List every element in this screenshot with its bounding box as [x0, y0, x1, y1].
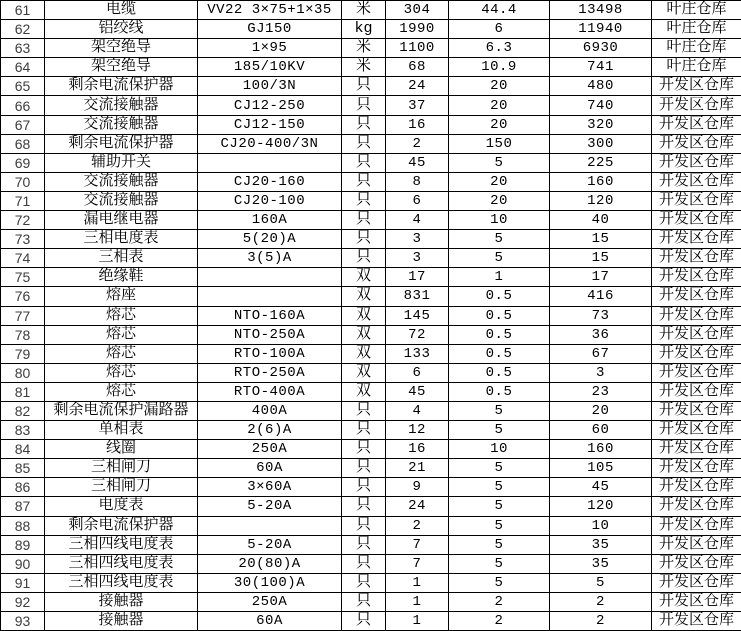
item-name-cell[interactable]: 接触器 — [45, 592, 198, 611]
quantity-cell[interactable]: 16 — [386, 115, 449, 134]
amount-cell[interactable]: 36 — [550, 325, 652, 344]
unit-price-cell[interactable]: 5 — [449, 421, 550, 440]
spec-cell[interactable]: 100/3N — [198, 77, 342, 96]
item-name-cell[interactable]: 三相四线电度表 — [45, 554, 198, 573]
table-row — [1, 211, 741, 230]
unit-price-cell[interactable]: 1 — [449, 268, 550, 287]
row-number-cell[interactable]: 86 — [1, 478, 45, 497]
table-row — [1, 115, 741, 134]
quantity-cell[interactable]: 12 — [386, 421, 449, 440]
row-number-cell[interactable]: 76 — [1, 287, 45, 306]
unit-cell[interactable]: 双 — [342, 268, 386, 287]
quantity-cell[interactable]: 17 — [386, 268, 449, 287]
spec-cell[interactable]: 5-20A — [198, 497, 342, 516]
item-name-cell[interactable]: 交流接触器 — [45, 115, 198, 134]
amount-cell[interactable]: 23 — [550, 382, 652, 401]
warehouse-cell[interactable]: 开发区仓库 — [652, 497, 741, 516]
amount-cell[interactable]: 300 — [550, 134, 652, 153]
unit-cell[interactable]: 只 — [342, 573, 386, 592]
warehouse-cell[interactable]: 开发区仓库 — [652, 478, 741, 497]
unit-price-cell[interactable]: 5 — [449, 554, 550, 573]
warehouse-cell[interactable]: 开发区仓库 — [652, 554, 741, 573]
spec-cell[interactable] — [198, 516, 342, 535]
item-name-cell[interactable]: 熔芯 — [45, 344, 198, 363]
unit-price-cell[interactable]: 6 — [449, 20, 550, 39]
unit-cell[interactable]: 只 — [342, 249, 386, 268]
table-row — [1, 153, 741, 172]
unit-price-cell[interactable]: 10 — [449, 440, 550, 459]
table-row — [1, 554, 741, 573]
quantity-cell[interactable]: 831 — [386, 287, 449, 306]
item-name-cell[interactable]: 铝绞线 — [45, 20, 198, 39]
unit-cell[interactable]: 米 — [342, 39, 386, 58]
item-name-cell[interactable]: 剩余电流保护器 — [45, 516, 198, 535]
row-number-cell[interactable]: 84 — [1, 440, 45, 459]
row-number-cell[interactable]: 66 — [1, 96, 45, 115]
item-name-cell[interactable]: 接触器 — [45, 612, 198, 631]
item-name-cell[interactable]: 熔芯 — [45, 306, 198, 325]
quantity-cell[interactable]: 1 — [386, 592, 449, 611]
row-number-cell[interactable]: 87 — [1, 497, 45, 516]
table-row — [1, 497, 741, 516]
amount-cell[interactable]: 60 — [550, 421, 652, 440]
quantity-cell[interactable]: 24 — [386, 77, 449, 96]
warehouse-cell[interactable]: 开发区仓库 — [652, 191, 741, 210]
unit-price-cell[interactable]: 5 — [449, 153, 550, 172]
quantity-cell[interactable]: 4 — [386, 211, 449, 230]
row-number-cell[interactable]: 92 — [1, 592, 45, 611]
spec-cell[interactable]: CJ12-150 — [198, 115, 342, 134]
spec-cell[interactable]: NTO-250A — [198, 325, 342, 344]
unit-cell[interactable]: 双 — [342, 363, 386, 382]
item-name-cell[interactable]: 架空绝导 — [45, 58, 198, 77]
spec-cell[interactable]: 185/10KV — [198, 58, 342, 77]
amount-cell[interactable]: 6930 — [550, 39, 652, 58]
spec-cell[interactable]: 20(80)A — [198, 554, 342, 573]
unit-price-cell[interactable]: 5 — [449, 478, 550, 497]
unit-cell[interactable]: 只 — [342, 77, 386, 96]
amount-cell[interactable]: 225 — [550, 153, 652, 172]
unit-cell[interactable]: 双 — [342, 287, 386, 306]
unit-price-cell[interactable]: 44.4 — [449, 1, 550, 20]
amount-cell[interactable]: 741 — [550, 58, 652, 77]
quantity-cell[interactable]: 1100 — [386, 39, 449, 58]
row-number-cell[interactable]: 65 — [1, 77, 45, 96]
warehouse-cell[interactable]: 开发区仓库 — [652, 268, 741, 287]
amount-cell[interactable]: 160 — [550, 440, 652, 459]
spec-cell[interactable]: 60A — [198, 612, 342, 631]
spec-cell[interactable]: NTO-160A — [198, 306, 342, 325]
amount-cell[interactable]: 120 — [550, 497, 652, 516]
unit-price-cell[interactable]: 20 — [449, 77, 550, 96]
spec-cell[interactable] — [198, 268, 342, 287]
table-row — [1, 134, 741, 153]
warehouse-cell[interactable]: 开发区仓库 — [652, 363, 741, 382]
warehouse-cell[interactable]: 叶庄仓库 — [652, 58, 741, 77]
inventory-table-body — [1, 1, 741, 631]
item-name-cell[interactable]: 三相电度表 — [45, 230, 198, 249]
unit-price-cell[interactable]: 2 — [449, 592, 550, 611]
warehouse-cell[interactable]: 开发区仓库 — [652, 535, 741, 554]
row-number-cell[interactable]: 93 — [1, 612, 45, 631]
warehouse-cell[interactable]: 开发区仓库 — [652, 230, 741, 249]
table-row — [1, 478, 741, 497]
table-row — [1, 592, 741, 611]
spec-cell[interactable]: 160A — [198, 211, 342, 230]
unit-price-cell[interactable]: 5 — [449, 401, 550, 420]
item-name-cell[interactable]: 剩余电流保护器 — [45, 77, 198, 96]
quantity-cell[interactable]: 7 — [386, 535, 449, 554]
unit-cell[interactable]: 只 — [342, 134, 386, 153]
warehouse-cell[interactable]: 开发区仓库 — [652, 287, 741, 306]
unit-price-cell[interactable]: 20 — [449, 191, 550, 210]
spec-cell[interactable]: 250A — [198, 440, 342, 459]
row-number-cell[interactable]: 64 — [1, 58, 45, 77]
quantity-cell[interactable]: 24 — [386, 497, 449, 516]
unit-price-cell[interactable]: 0.5 — [449, 306, 550, 325]
table-row — [1, 20, 741, 39]
row-number-cell[interactable]: 77 — [1, 306, 45, 325]
spec-cell[interactable]: 60A — [198, 459, 342, 478]
table-row — [1, 172, 741, 191]
amount-cell[interactable]: 17 — [550, 268, 652, 287]
unit-cell[interactable]: 只 — [342, 592, 386, 611]
unit-price-cell[interactable]: 5 — [449, 230, 550, 249]
unit-price-cell[interactable]: 5 — [449, 535, 550, 554]
row-number-cell[interactable]: 79 — [1, 344, 45, 363]
unit-cell[interactable]: 只 — [342, 172, 386, 191]
warehouse-cell[interactable]: 开发区仓库 — [652, 249, 741, 268]
unit-price-cell[interactable]: 10.9 — [449, 58, 550, 77]
unit-cell[interactable]: 只 — [342, 516, 386, 535]
row-number-cell[interactable]: 73 — [1, 230, 45, 249]
warehouse-cell[interactable]: 开发区仓库 — [652, 612, 741, 631]
warehouse-cell[interactable]: 开发区仓库 — [652, 459, 741, 478]
item-name-cell[interactable]: 电缆 — [45, 1, 198, 20]
warehouse-cell[interactable]: 开发区仓库 — [652, 134, 741, 153]
unit-price-cell[interactable]: 20 — [449, 115, 550, 134]
quantity-cell[interactable]: 3 — [386, 249, 449, 268]
spec-cell[interactable]: GJ150 — [198, 20, 342, 39]
amount-cell[interactable]: 15 — [550, 249, 652, 268]
unit-cell[interactable]: 只 — [342, 459, 386, 478]
table-row — [1, 516, 741, 535]
warehouse-cell[interactable]: 开发区仓库 — [652, 153, 741, 172]
spec-cell[interactable]: CJ20-100 — [198, 191, 342, 210]
warehouse-cell[interactable]: 开发区仓库 — [652, 516, 741, 535]
row-number-cell[interactable]: 72 — [1, 211, 45, 230]
table-row — [1, 1, 741, 20]
warehouse-cell[interactable]: 开发区仓库 — [652, 592, 741, 611]
item-name-cell[interactable]: 交流接触器 — [45, 172, 198, 191]
spec-cell[interactable]: RTO-250A — [198, 363, 342, 382]
amount-cell[interactable]: 45 — [550, 478, 652, 497]
table-row — [1, 306, 741, 325]
item-name-cell[interactable]: 剩余电流保护漏路器 — [45, 401, 198, 420]
unit-price-cell[interactable]: 5 — [449, 459, 550, 478]
unit-cell[interactable]: 只 — [342, 191, 386, 210]
table-row — [1, 459, 741, 478]
quantity-cell[interactable]: 45 — [386, 382, 449, 401]
amount-cell[interactable]: 20 — [550, 401, 652, 420]
quantity-cell[interactable]: 37 — [386, 96, 449, 115]
spec-cell[interactable]: VV22 3×75+1×35 — [198, 1, 342, 20]
table-row — [1, 249, 741, 268]
spec-cell[interactable]: RTO-100A — [198, 344, 342, 363]
item-name-cell[interactable]: 交流接触器 — [45, 191, 198, 210]
quantity-cell[interactable]: 72 — [386, 325, 449, 344]
spec-cell[interactable]: 1×95 — [198, 39, 342, 58]
unit-price-cell[interactable]: 0.5 — [449, 287, 550, 306]
table-row — [1, 363, 741, 382]
table-row — [1, 382, 741, 401]
warehouse-cell[interactable]: 开发区仓库 — [652, 306, 741, 325]
row-number-cell[interactable]: 75 — [1, 268, 45, 287]
row-number-cell[interactable]: 78 — [1, 325, 45, 344]
item-name-cell[interactable]: 熔座 — [45, 287, 198, 306]
unit-cell[interactable]: 双 — [342, 306, 386, 325]
amount-cell[interactable]: 480 — [550, 77, 652, 96]
amount-cell[interactable]: 416 — [550, 287, 652, 306]
quantity-cell[interactable]: 16 — [386, 440, 449, 459]
item-name-cell[interactable]: 漏电继电器 — [45, 211, 198, 230]
row-number-cell[interactable]: 62 — [1, 20, 45, 39]
item-name-cell[interactable]: 交流接触器 — [45, 96, 198, 115]
item-name-cell[interactable]: 三相四线电度表 — [45, 573, 198, 592]
unit-cell[interactable]: 只 — [342, 96, 386, 115]
spec-cell[interactable]: RTO-400A — [198, 382, 342, 401]
unit-price-cell[interactable]: 5 — [449, 249, 550, 268]
unit-price-cell[interactable]: 5 — [449, 516, 550, 535]
spec-cell[interactable]: 5(20)A — [198, 230, 342, 249]
unit-cell[interactable]: kg — [342, 20, 386, 39]
warehouse-cell[interactable]: 开发区仓库 — [652, 401, 741, 420]
amount-cell[interactable]: 13498 — [550, 1, 652, 20]
amount-cell[interactable]: 40 — [550, 211, 652, 230]
amount-cell[interactable]: 10 — [550, 516, 652, 535]
warehouse-cell[interactable]: 开发区仓库 — [652, 172, 741, 191]
amount-cell[interactable]: 105 — [550, 459, 652, 478]
item-name-cell[interactable]: 三相四线电度表 — [45, 535, 198, 554]
unit-cell[interactable]: 只 — [342, 421, 386, 440]
quantity-cell[interactable]: 1990 — [386, 20, 449, 39]
spec-cell[interactable]: 2(6)A — [198, 421, 342, 440]
amount-cell[interactable]: 320 — [550, 115, 652, 134]
warehouse-cell[interactable]: 开发区仓库 — [652, 325, 741, 344]
item-name-cell[interactable]: 三相表 — [45, 249, 198, 268]
unit-price-cell[interactable]: 0.5 — [449, 344, 550, 363]
spec-cell[interactable] — [198, 287, 342, 306]
unit-cell[interactable]: 只 — [342, 153, 386, 172]
warehouse-cell[interactable]: 叶庄仓库 — [652, 1, 741, 20]
item-name-cell[interactable]: 单相表 — [45, 421, 198, 440]
unit-price-cell[interactable]: 6.3 — [449, 39, 550, 58]
unit-price-cell[interactable]: 5 — [449, 573, 550, 592]
quantity-cell[interactable]: 145 — [386, 306, 449, 325]
table-row — [1, 573, 741, 592]
warehouse-cell[interactable]: 开发区仓库 — [652, 77, 741, 96]
spec-cell[interactable]: 5-20A — [198, 535, 342, 554]
row-number-cell[interactable]: 61 — [1, 1, 45, 20]
row-number-cell[interactable]: 89 — [1, 535, 45, 554]
row-number-cell[interactable]: 70 — [1, 172, 45, 191]
quantity-cell[interactable]: 304 — [386, 1, 449, 20]
unit-cell[interactable]: 双 — [342, 382, 386, 401]
unit-price-cell[interactable]: 150 — [449, 134, 550, 153]
unit-cell[interactable]: 只 — [342, 440, 386, 459]
unit-cell[interactable]: 只 — [342, 612, 386, 631]
table-row — [1, 287, 741, 306]
row-number-cell[interactable]: 91 — [1, 573, 45, 592]
spec-cell[interactable]: 30(100)A — [198, 573, 342, 592]
quantity-cell[interactable]: 3 — [386, 230, 449, 249]
unit-cell[interactable]: 只 — [342, 554, 386, 573]
amount-cell[interactable]: 5 — [550, 573, 652, 592]
warehouse-cell[interactable]: 开发区仓库 — [652, 573, 741, 592]
quantity-cell[interactable]: 68 — [386, 58, 449, 77]
quantity-cell[interactable]: 2 — [386, 134, 449, 153]
table-row — [1, 39, 741, 58]
unit-price-cell[interactable]: 2 — [449, 612, 550, 631]
unit-price-cell[interactable]: 20 — [449, 172, 550, 191]
unit-cell[interactable]: 只 — [342, 230, 386, 249]
row-number-cell[interactable]: 83 — [1, 421, 45, 440]
amount-cell[interactable]: 35 — [550, 535, 652, 554]
spec-cell[interactable]: 400A — [198, 401, 342, 420]
spec-cell[interactable]: CJ12-250 — [198, 96, 342, 115]
quantity-cell[interactable]: 8 — [386, 172, 449, 191]
amount-cell[interactable]: 2 — [550, 612, 652, 631]
spec-cell[interactable]: 3×60A — [198, 478, 342, 497]
amount-cell[interactable]: 15 — [550, 230, 652, 249]
item-name-cell[interactable]: 绝缘鞋 — [45, 268, 198, 287]
spec-cell[interactable]: CJ20-400/3N — [198, 134, 342, 153]
spec-cell[interactable]: 3(5)A — [198, 249, 342, 268]
warehouse-cell[interactable]: 开发区仓库 — [652, 96, 741, 115]
warehouse-cell[interactable]: 开发区仓库 — [652, 382, 741, 401]
row-number-cell[interactable]: 63 — [1, 39, 45, 58]
row-number-cell[interactable]: 69 — [1, 153, 45, 172]
quantity-cell[interactable]: 1 — [386, 573, 449, 592]
table-row — [1, 230, 741, 249]
amount-cell[interactable]: 120 — [550, 191, 652, 210]
table-row — [1, 421, 741, 440]
row-number-cell[interactable]: 81 — [1, 382, 45, 401]
warehouse-cell[interactable]: 开发区仓库 — [652, 211, 741, 230]
table-row — [1, 612, 741, 631]
table-row — [1, 58, 741, 77]
row-number-cell[interactable]: 88 — [1, 516, 45, 535]
table-row — [1, 325, 741, 344]
spec-cell[interactable]: CJ20-160 — [198, 172, 342, 191]
unit-cell[interactable]: 只 — [342, 211, 386, 230]
unit-cell[interactable]: 米 — [342, 1, 386, 20]
row-number-cell[interactable]: 80 — [1, 363, 45, 382]
quantity-cell[interactable]: 7 — [386, 554, 449, 573]
unit-price-cell[interactable]: 10 — [449, 211, 550, 230]
row-number-cell[interactable]: 85 — [1, 459, 45, 478]
quantity-cell[interactable]: 1 — [386, 612, 449, 631]
amount-cell[interactable]: 67 — [550, 344, 652, 363]
quantity-cell[interactable]: 9 — [386, 478, 449, 497]
amount-cell[interactable]: 160 — [550, 172, 652, 191]
amount-cell[interactable]: 3 — [550, 363, 652, 382]
warehouse-cell[interactable]: 开发区仓库 — [652, 344, 741, 363]
amount-cell[interactable]: 73 — [550, 306, 652, 325]
quantity-cell[interactable]: 6 — [386, 191, 449, 210]
quantity-cell[interactable]: 45 — [386, 153, 449, 172]
item-name-cell[interactable]: 熔芯 — [45, 363, 198, 382]
unit-cell[interactable]: 只 — [342, 497, 386, 516]
warehouse-cell[interactable]: 叶庄仓库 — [652, 39, 741, 58]
quantity-cell[interactable]: 21 — [386, 459, 449, 478]
warehouse-cell[interactable]: 开发区仓库 — [652, 115, 741, 134]
row-number-cell[interactable]: 67 — [1, 115, 45, 134]
unit-price-cell[interactable]: 5 — [449, 497, 550, 516]
unit-cell[interactable]: 只 — [342, 535, 386, 554]
amount-cell[interactable]: 2 — [550, 592, 652, 611]
row-number-cell[interactable]: 82 — [1, 401, 45, 420]
unit-price-cell[interactable]: 0.5 — [449, 325, 550, 344]
unit-cell[interactable]: 双 — [342, 344, 386, 363]
quantity-cell[interactable]: 2 — [386, 516, 449, 535]
unit-cell[interactable]: 只 — [342, 401, 386, 420]
item-name-cell[interactable]: 电度表 — [45, 497, 198, 516]
row-number-cell[interactable]: 71 — [1, 191, 45, 210]
unit-price-cell[interactable]: 0.5 — [449, 382, 550, 401]
amount-cell[interactable]: 740 — [550, 96, 652, 115]
table-row — [1, 344, 741, 363]
unit-cell[interactable]: 只 — [342, 478, 386, 497]
spec-cell[interactable]: 250A — [198, 592, 342, 611]
quantity-cell[interactable]: 133 — [386, 344, 449, 363]
unit-cell[interactable]: 米 — [342, 58, 386, 77]
unit-price-cell[interactable]: 0.5 — [449, 363, 550, 382]
item-name-cell[interactable]: 三相闸刀 — [45, 459, 198, 478]
spec-cell[interactable] — [198, 153, 342, 172]
unit-cell[interactable]: 只 — [342, 115, 386, 134]
unit-price-cell[interactable]: 20 — [449, 96, 550, 115]
row-number-cell[interactable]: 68 — [1, 134, 45, 153]
table-row — [1, 96, 741, 115]
table-row — [1, 268, 741, 287]
row-number-cell[interactable]: 90 — [1, 554, 45, 573]
amount-cell[interactable]: 35 — [550, 554, 652, 573]
amount-cell[interactable]: 11940 — [550, 20, 652, 39]
warehouse-cell[interactable]: 开发区仓库 — [652, 421, 741, 440]
quantity-cell[interactable]: 4 — [386, 401, 449, 420]
item-name-cell[interactable]: 架空绝导 — [45, 39, 198, 58]
item-name-cell[interactable]: 三相闸刀 — [45, 478, 198, 497]
item-name-cell[interactable]: 熔芯 — [45, 325, 198, 344]
table-row — [1, 401, 741, 420]
warehouse-cell[interactable]: 开发区仓库 — [652, 440, 741, 459]
unit-cell[interactable]: 双 — [342, 325, 386, 344]
table-row — [1, 191, 741, 210]
warehouse-cell[interactable]: 叶庄仓库 — [652, 20, 741, 39]
table-row — [1, 535, 741, 554]
quantity-cell[interactable]: 6 — [386, 363, 449, 382]
item-name-cell[interactable]: 辅助开关 — [45, 153, 198, 172]
item-name-cell[interactable]: 熔芯 — [45, 382, 198, 401]
table-row — [1, 440, 741, 459]
table-row — [1, 77, 741, 96]
row-number-cell[interactable]: 74 — [1, 249, 45, 268]
item-name-cell[interactable]: 剩余电流保护器 — [45, 134, 198, 153]
item-name-cell[interactable]: 线圈 — [45, 440, 198, 459]
